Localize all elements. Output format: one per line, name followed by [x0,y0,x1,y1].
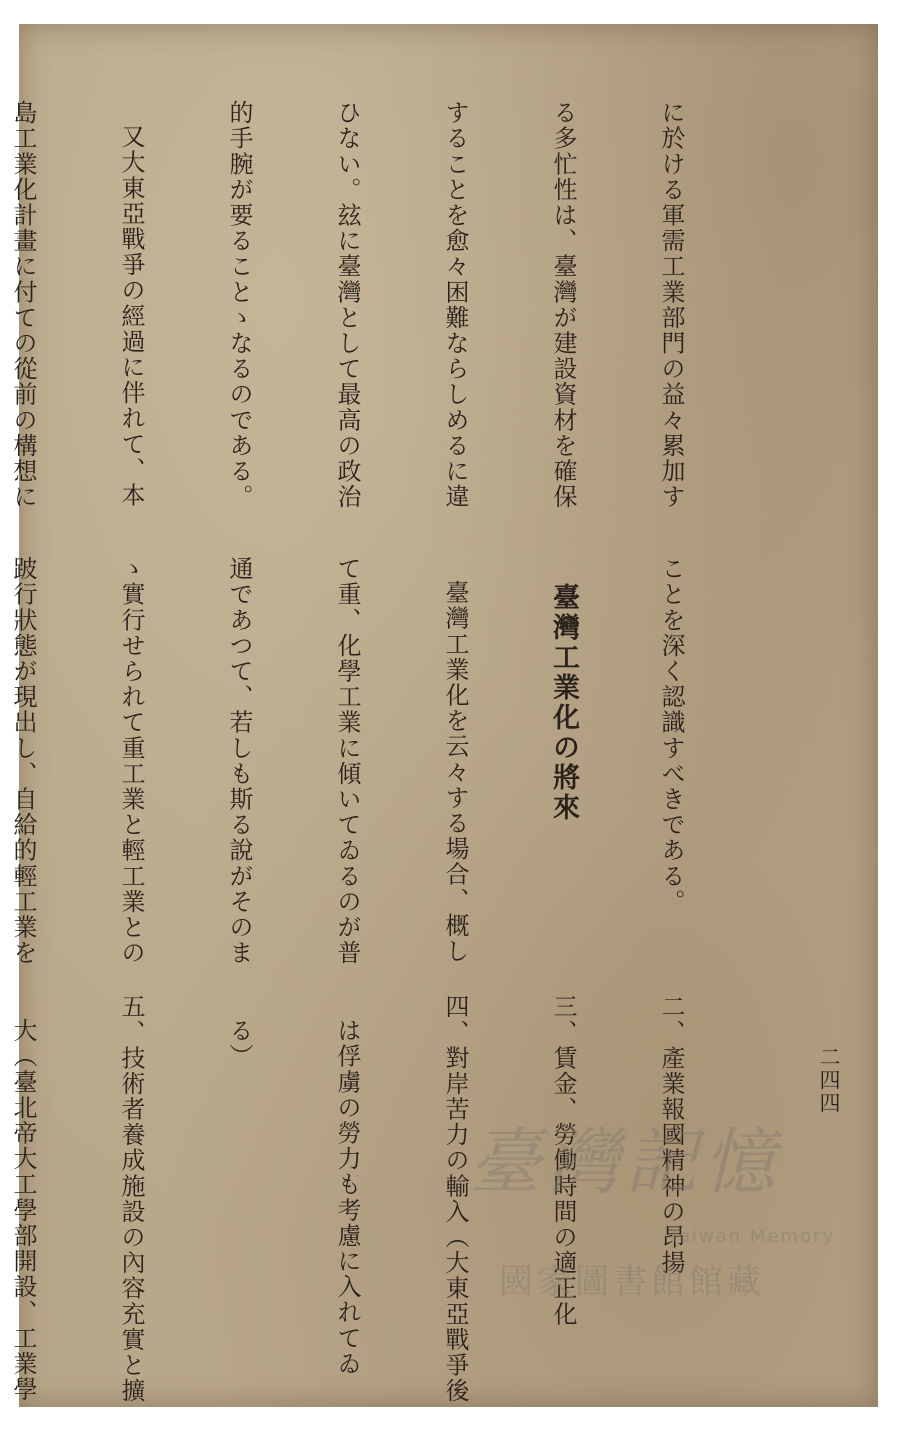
text-line: 四、對岸苦力の輸入（大東亞戰爭後 [441,994,469,1404]
section-heading: 臺灣工業化の將來 [548,583,579,823]
watermark-english: Taiwan Memory [669,1226,836,1247]
text-line: る） [225,1018,253,1070]
text-line: ゝ實行せられて重工業と輕工業との [117,556,145,966]
text-line: 的手腕が要ることゝなるのである。 [225,100,253,510]
text-line: ひない。玆に臺灣として最高の政治 [333,100,361,510]
text-block-middle [0,556,761,974]
book-page [9,24,878,1407]
text-line: 島工業化計畫に付ての從前の構想に [9,100,37,510]
text-line: 大（臺北帝大工學部開設、工業學 [9,1018,37,1402]
watermark-subtitle: 國家圖書館館藏 [499,1262,765,1302]
text-line: ことを深く認識すべきである。 [657,556,685,915]
text-block-upper [0,100,761,530]
text-line: る多忙性は、臺灣が建設資材を確保 [549,100,577,510]
text-line: 通であつて、若しも斯る說がそのま [225,556,253,966]
text-line: 臺灣工業化を云々する場合、概し [441,580,469,964]
watermark-logo-text: 臺灣記憶 [469,1120,782,1204]
library-watermark [459,1104,869,1334]
text-line: することを愈々困難ならしめるに違 [441,100,469,510]
text-line: 五、技術者養成施設の內容充實と擴 [117,994,145,1404]
text-line: て重、化學工業に傾いてゐるのが普 [333,556,361,966]
text-line: に於ける軍需工業部門の益々累加す [657,100,685,510]
text-line: 二、產業報國精神の昂揚 [657,994,685,1276]
text-line: は俘虜の勞力も考慮に入れてゐ [333,1018,361,1377]
text-line: 三、賃金、勞働時間の適正化 [549,994,577,1327]
text-line: 跛行狀態が現出し、自給的輕工業を [9,556,37,966]
text-line: 又大東亞戰爭の經過に伴れて、本 [117,124,145,508]
page-number: 二四四 [817,1046,841,1115]
